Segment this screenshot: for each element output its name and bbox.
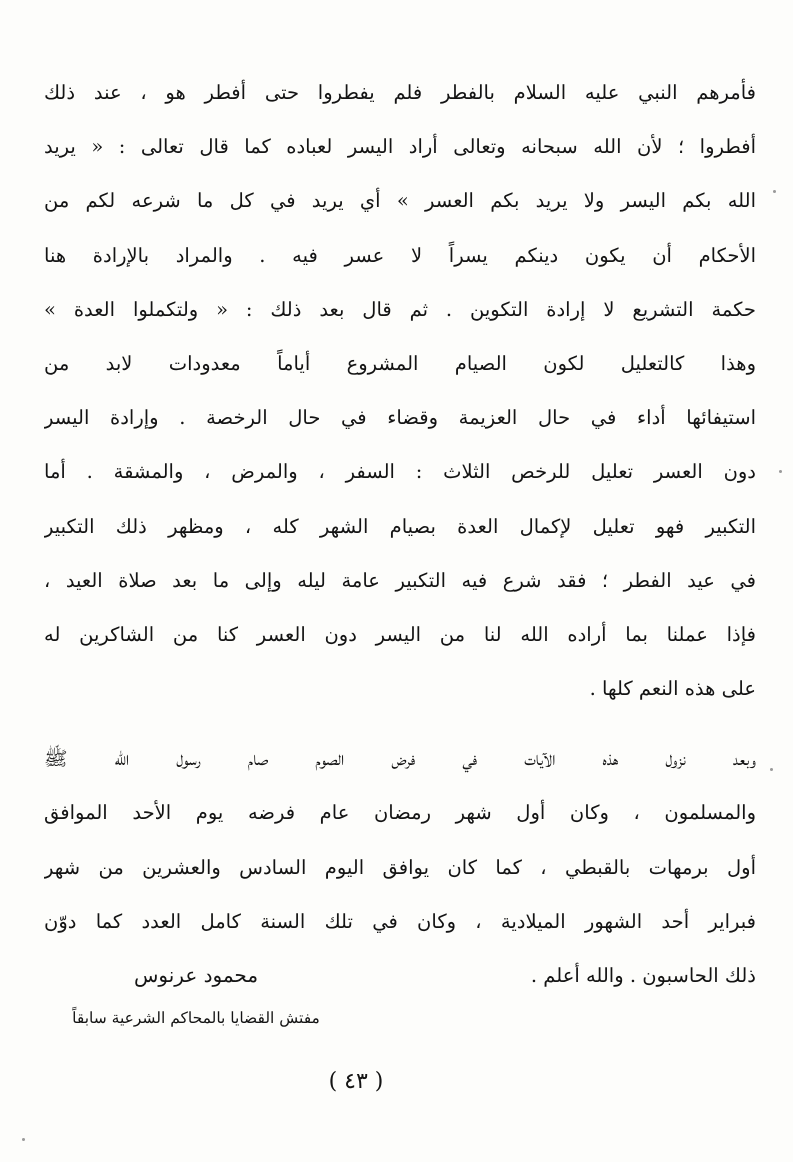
paragraph-1 — [44, 66, 756, 716]
text-line: الله بكم اليسر ولا يريد بكم العسر » أي يريد في كل ما شرعه لكم من — [44, 189, 756, 213]
signature-title: مفتش القضايا بالمحاكم الشرعية سابقاً — [72, 1009, 320, 1027]
text-line: فأمرهم النبي عليه السلام بالفطر فلم يفطروا حتى أفطر هو ، عند ذلك — [44, 81, 756, 104]
scan-speck — [770, 768, 773, 771]
page-number: ( ٤٣ ) — [328, 1069, 384, 1094]
text-line: والمسلمون ، وكان أول شهر رمضان عام فرضه يوم الأحد الموافق — [44, 801, 756, 825]
text-line: في عيد الفطر ؛ فقد شرع فيه التكبير عامة ليله وإلى ما بعد صلاة العيد ، — [44, 568, 756, 592]
text-line: فإذا عملنا بما أراده الله لنا من اليسر دون العسر كنا من الشاكرين له — [44, 622, 756, 646]
scan-speck — [779, 470, 782, 473]
text-line: على هذه النعم كلها . — [589, 677, 756, 701]
signature-name: محمود عرنوس — [133, 963, 259, 987]
text-line: أفطروا ؛ لأن الله سبحانه وتعالى أراد اليسر لعباده كما قال تعالى : « يريد — [44, 135, 756, 159]
body-text — [44, 66, 756, 1003]
text-line: وبعد نزول هذه الآيات في فرض الصوم صام رسول الله ﷺ — [44, 747, 756, 771]
text-line: استيفائها أداء في حال العزيمة وقضاء في حال الرخصة . وإرادة اليسر — [44, 406, 756, 430]
paragraph-gap — [44, 716, 756, 732]
text-line: فبراير أحد الشهور الميلادية ، وكان في تلك السنة كامل العدد كما دوّن — [44, 909, 756, 933]
text-line: وهذا كالتعليل لكون الصيام المشروع أياماً معدودات لابد من — [44, 351, 756, 375]
text-line: دون العسر تعليل للرخص الثلاث : السفر ، والمرض ، والمشقة . أما — [44, 460, 756, 484]
scan-speck — [22, 1138, 25, 1141]
text-line: الأحكام أن يكون دينكم يسراً لا عسر فيه . والمراد بالإرادة هنا — [44, 243, 756, 267]
text-line: التكبير فهو تعليل لإكمال العدة بصيام الشهر كله ، ومظهر ذلك التكبير — [44, 514, 756, 538]
scan-speck — [773, 190, 776, 193]
text-line: حكمة التشريع لا إرادة التكوين . ثم قال بعد ذلك : « ولتكملوا العدة » — [44, 297, 756, 321]
text-line: أول برمهات بالقبطي ، كما كان يوافق اليوم السادس والعشرين من شهر — [44, 855, 756, 879]
text-line: ذلك الحاسبون . والله أعلم . — [530, 964, 756, 987]
